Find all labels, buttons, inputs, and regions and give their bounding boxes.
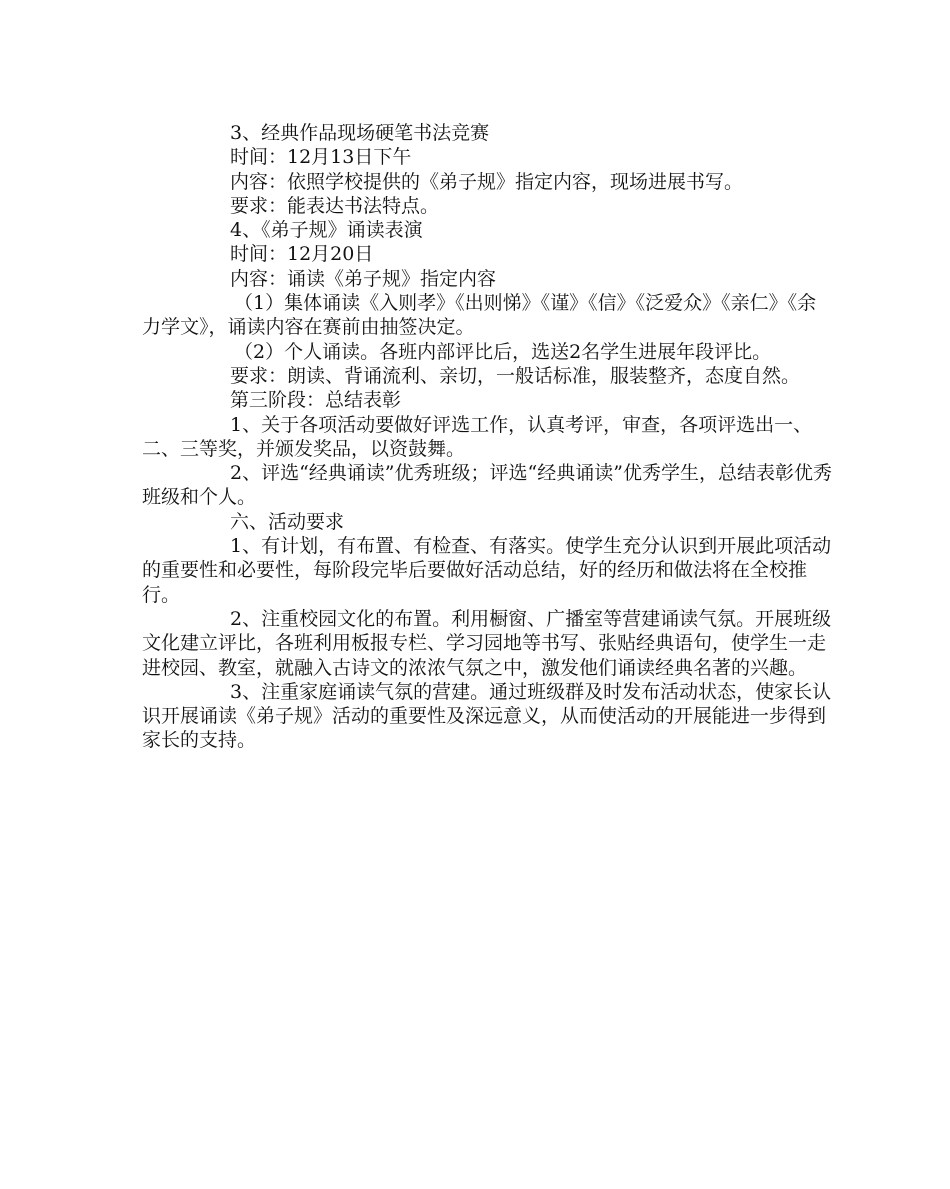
paragraph-recital-title: 4、《弟子规》诵读表演: [230, 219, 423, 242]
paragraph-requirement-plan: 1、有计划，有布置、有检查、有落实。使学生充分认识到开展此项活动的重要性和必要性，每阶段完毕后要做好活动总结，好的经历和做法将在全校推行。: [142, 535, 832, 606]
paragraph-recital-time: 时间：12月20日: [230, 243, 374, 266]
paragraph-group-recital: （1）集体诵读《入则孝》《出则悌》《谨》《信》《泛爱众》《亲仁》《余力学文》，诵读内容在赛前由抽签决定。: [142, 292, 817, 339]
paragraph-excellence-selection: 2、评选“经典诵读”优秀班级；评选“经典诵读”优秀学生，总结表彰优秀班级和个人。: [142, 462, 832, 509]
paragraph-contest-title: 3、经典作品现场硬笔书法竞赛: [230, 122, 490, 144]
paragraph-contest-time: 时间：12月13日下午: [230, 146, 412, 169]
paragraph-contest-content: 内容：依照学校提供的《弟子规》指定内容，现场进展书写。: [230, 170, 744, 193]
document-body: [142, 121, 832, 753]
paragraph-awards-selection: 1、关于各项活动要做好评选工作，认真考评，审查，各项评选出一、二、三等奖，并颁发奖品，以资鼓舞。: [142, 413, 813, 460]
paragraph-requirement-family: 3、注重家庭诵读气氛的营建。通过班级群及时发布活动状态，使家长认识开展诵读《弟子规》活动的重要性及深远意义，从而使活动的开展能进一步得到家长的支持。: [142, 680, 832, 752]
paragraph-recital-content: 内容：诵读《弟子规》指定内容: [230, 267, 497, 290]
paragraph-requirement-campus: 2、注重校园文化的布置。利用橱窗、广播室等营建诵读气氛。开展班级文化建立评比，各班利用板报专栏、学习园地等书写、张贴经典语句，使学生一走进校园、教室，就融入古诗文的浓浓气氛之中，激发他们诵读经典名著的兴趣。: [142, 607, 832, 679]
paragraph-contest-requirement: 要求：能表达书法特点。: [230, 194, 440, 217]
paragraph-requirements-heading: 六、活动要求: [230, 510, 345, 533]
paragraph-individual-recital: （2）个人诵读。各班内部评比后，选送2名学生进展年段评比。: [234, 340, 772, 363]
paragraph-recital-requirement: 要求：朗读、背诵流利、亲切，一般话标准，服装整齐，态度自然。: [230, 364, 801, 387]
paragraph-stage-three-heading: 第三阶段：总结表彰: [230, 389, 402, 412]
